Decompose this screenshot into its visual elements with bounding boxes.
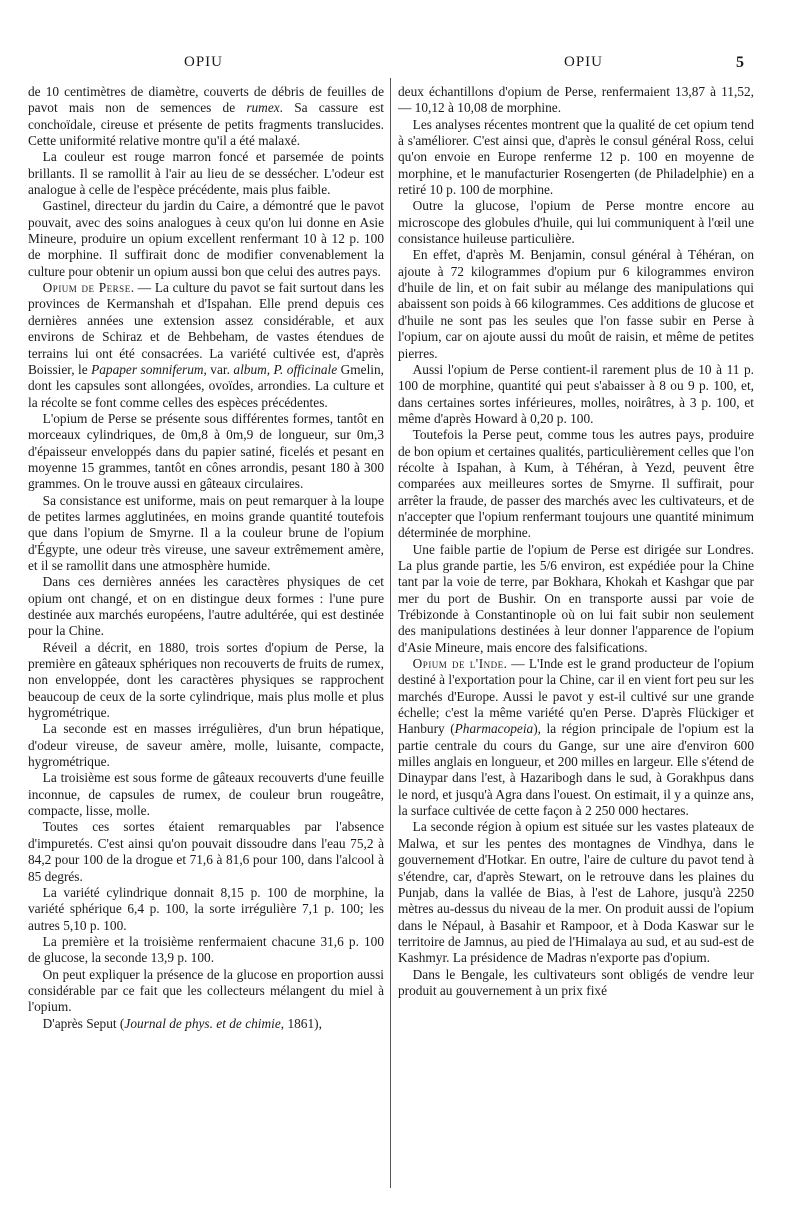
paragraph-text: D'après Seput ( <box>42 1015 125 1031</box>
paragraph <box>398 362 754 427</box>
paragraph <box>28 721 384 770</box>
paragraph <box>28 198 384 280</box>
paragraph <box>398 84 754 117</box>
paragraph <box>28 934 384 967</box>
running-header <box>0 54 800 80</box>
paragraph <box>398 656 754 819</box>
paragraph-text: L'opium de Perse se présente sous différentes formes, tantôt en morceaux cylindriques, de 0m,8 à 0m,9 de longueur, sur 0m,3 d'épaisseur enveloppés dans du papier satiné, ficelés et pesant en moyenne 15 grammes, tantôt en cônes arrondis, pesant 180 à 300 grammes. On le trouve aussi en gâteaux circulaires. <box>28 410 384 492</box>
paragraph-text: On peut expliquer la présence de la glucose en proportion aussi considérable par ce fait que les collecteurs mélangent du miel à l'opium. <box>28 966 384 1015</box>
paragraph <box>398 247 754 361</box>
paragraph-text: La première et la troisième renfermaient chacune 31,6 p. 100 de glucose, la seconde 13,9 p. 100. <box>28 933 384 966</box>
italic-text: album, P. officinale <box>233 361 338 377</box>
paragraph-text: La troisième est sous forme de gâteaux recouverts d'une feuille inconnue, de capsules de rumex, de couleur brun rougeâtre, compacte, lisse, molle. <box>28 770 384 819</box>
paragraph-text: . — L'Inde est le grand producteur de l'opium destiné à l'exportation pour la Chine, car il en vient fort peu sur les marchés d'Europe. Aussi le pavot y est-il cultivé sur une grande échelle; c'est la même variété qu'en Perse. D'après Flückiger et Hanbury ( <box>398 656 754 737</box>
paragraph-text: Gastinel, directeur du jardin du Caire, a démontré que le pavot pouvait, avec des soins analogues à ceux qu'on lui donne en Asie Mineure, produire un opium excellent renfermant 10 à 12 p. 100 de morphine. Il suffirait donc de modifier convenablement la culture pour obtenir un opium aussi bon que celui des autres pays. <box>28 198 384 279</box>
paragraph <box>28 967 384 1016</box>
section-heading: Opium de l'Inde <box>412 656 504 672</box>
paragraph-text: ), la région principale de l'opium est la partie centrale du cours du Gange, sur une aire d'environ 600 milles anglais en longueur, et 200 milles en largeur. Elle s'étend de Dinaypar dans l'est, à Hazaribogh dans le sud, à Gorakhpus dans le nord, et jusqu'à Agra dans l'ouest. On estimait, il y a quinze ans, la surface cultivée de cette façon à 2 250 000 hectares. <box>398 721 754 819</box>
paragraph-text: , var. <box>203 361 234 377</box>
paragraph <box>398 117 754 199</box>
paragraph-text: La couleur est rouge marron foncé et parsemée de points brillants. Il se ramollit à l'air au lieu de se dessécher. L'odeur est analogue à celle de l'espèce précédente, mais plus faible. <box>28 149 384 198</box>
paragraph-text: . Sa cassure est conchoïdale, cireuse et présente de petits fragments translucides. Cette uniformité relative montre qu'il a été malaxé. <box>28 100 384 149</box>
paragraph <box>28 819 384 884</box>
paragraph <box>28 493 384 575</box>
paragraph-text: Une faible partie de l'opium de Perse est dirigée sur Londres. La plus grande partie, les 5/6 environ, est expédiée pour la Chine tant par la voie de terre, par Bokhara, Khokah et Kashgar que par mer du port de Bushir. On en transporte aussi par voie de Trébizonde à Constantinople où on lui fait subir non seulement des manipulations destinées à leur donner l'apparence de l'opium d'Asie Mineure, mais encore des falsifications. <box>398 541 754 655</box>
paragraph-text: Aussi l'opium de Perse contient-il rarement plus de 10 à 11 p. 100 de morphine, quantité qui peut s'abaisser à 8 ou 9 p. 100, et, dans certaines sortes inférieures, molles, noirâtres, à 3 p. 100, et même d'après Howard à 0,20 p. 100. <box>398 361 754 426</box>
paragraph-text: Gmelin, dont les capsules sont allongées, ovoïdes, arrondies. La culture et la récolte se font comme celles des espèces précédentes. <box>28 361 384 410</box>
paragraph <box>28 640 384 722</box>
paragraph-text: La variété cylindrique donnait 8,15 p. 100 de morphine, la variété sphérique 6,4 p. 100, la sorte irrégulière 7,1 p. 100; les autres 5,10 p. 100. <box>28 884 384 933</box>
paragraph-text: En effet, d'après M. Benjamin, consul général à Téhéran, on ajoute à 72 kilogrammes d'opium pur 6 kilogrammes environ d'huile de lin, et on fait subir au mélange des manipulations qui abaissent son poids à 66 kilogrammes. Ces additions de glucose et d'huile ne sont pas les seules que l'on fasse subir en Perse à l'opium, car on ajoute aussi du moût de raisin, et même de petites pierres. <box>398 247 754 361</box>
italic-text: Pharmacopeia <box>454 721 534 737</box>
paragraph-text: Sa consistance est uniforme, mais on peut remarquer à la loupe de petites larmes agglutinées, en moins grande quantité toutefois que dans l'opium de Smyrne. Il a la couleur brune de l'opium d'Égypte, une odeur très vireuse, une saveur extrêmement amère, et il se ramollit dans une atmosphère humide. <box>28 492 384 573</box>
paragraph <box>398 542 754 656</box>
paragraph <box>398 967 754 1000</box>
paragraph <box>28 574 384 639</box>
paragraph-text: Dans ces dernières années les caractères physiques de cet opium ont changé, et on en distingue deux formes : l'une pure destinée aux marchés européens, l'autre adultérée, qui est destinée pour la Chine. <box>28 574 384 639</box>
paragraph <box>398 427 754 541</box>
paragraph-text: Toutes ces sortes étaient remarquables par l'absence d'impuretés. C'est ainsi qu'on pouvait dissoudre dans l'eau 75,2 à 84,2 pour 100 de la drogue et 71,6 à 81,6 pour 100, dans l'alcool à 85 degrés. <box>28 819 384 884</box>
paragraph <box>398 819 754 966</box>
paragraph-text: , 1861), <box>280 1015 322 1031</box>
page-number: 5 <box>736 54 744 71</box>
paragraph-text: . — La culture du pavot se fait surtout dans les provinces de Kermanshah et d'Ispahan. Elle prend depuis ces dernières années une extension assez considérable, et aux environs de Schiraz et de Behbeham, de vastes étendues de terrains lui ont été consacrées. La variété cultivée est, d'après Boissier, le <box>28 280 384 377</box>
paragraph-text: de 10 centimètres de diamètre, couverts de débris de feuilles de pavot mais non de semences de <box>28 84 384 116</box>
italic-text: Journal de phys. et de chimie <box>124 1015 281 1031</box>
paragraph <box>28 84 384 149</box>
right-column <box>398 84 754 1194</box>
paragraph-text: La seconde région à opium est située sur les vastes plateaux de Malwa, et sur les pentes des montagnes de Vindhya, dans le gouvernement d'Hotkar. En outre, l'aire de culture du pavot tend à s'étendre, car, d'après Stewart, on le retrouve dans les plaines du Punjab, dans la vallée de Bias, à l'est de Lahore, jusqu'à 2250 mètres au-dessus du niveau de la mer. On produit aussi de l'opium dans le Népaul, à Basahir et Rampoor, et à Doda Kaswar sur le territoire de Jamnus, au pied de l'Himalaya au sud, et au sud-est de Kashmyr. La présidence de Madras n'exporte pas d'opium. <box>398 819 754 966</box>
column-divider <box>390 78 391 1188</box>
paragraph-text: Réveil a décrit, en 1880, trois sortes d'opium de Perse, la première en gâteaux sphériques non recouverts de fruits de rumex, non enveloppée, dont les caractères physiques se rapprochent beaucoup de ceux de la sorte cylindrique, mais plus molle et plus hygrométrique. <box>28 639 384 721</box>
paragraph <box>28 770 384 819</box>
paragraph <box>28 149 384 198</box>
paragraph-text: Dans le Bengale, les cultivateurs sont obligés de vendre leur produit au gouvernement à un prix fixé <box>398 966 754 998</box>
left-column <box>28 84 384 1194</box>
paragraph <box>28 411 384 493</box>
running-head-right: OPIU <box>564 54 604 70</box>
paragraph <box>28 280 384 411</box>
paragraph-text: Toutefois la Perse peut, comme tous les autres pays, produire de bon opium et certaines qualités, particulièrement celles que l'on récolte à Ispahan, à Kum, à Téhéran, à Yezd, peuvent être comparées aux meilleures sortes de Smyrne. Il suffirait, pour arrêter la fraude, de passer des marchés avec les cultivateurs, et de n'accepter que l'opium renfermant toujours une quantité minimum déterminée de morphine. <box>398 427 754 541</box>
paragraph-text: Outre la glucose, l'opium de Perse montre encore au microscope des globules d'huile, qui lui communiquent à l'œil une consistance huileuse particulière. <box>398 198 754 247</box>
italic-text: Papaper somniferum <box>91 361 204 377</box>
paragraph-text: La seconde est en masses irrégulières, d'un brun hépatique, d'odeur vireuse, de saveur amère, molle, luisante, compacte, hygrométrique. <box>28 721 384 770</box>
paragraph-text: Les analyses récentes montrent que la qualité de cet opium tend à s'améliorer. C'est ainsi que, d'après le consul général Ross, celui qu'on envoie en Europe renferme 12 p. 100 en moyenne de morphine, et le manufacturier Rosengerten (de Philadelphie) en a retiré 10 p. 100 de morphine. <box>398 116 754 198</box>
paragraph <box>28 1016 384 1032</box>
running-head-left: OPIU <box>184 54 224 70</box>
paragraph <box>398 198 754 247</box>
paragraph-text: deux échantillons d'opium de Perse, renfermaient 13,87 à 11,52, — 10,12 à 10,08 de morphine. <box>398 84 754 116</box>
paragraph <box>28 885 384 934</box>
section-heading: Opium de Perse <box>42 280 131 296</box>
italic-text: rumex <box>246 100 280 116</box>
